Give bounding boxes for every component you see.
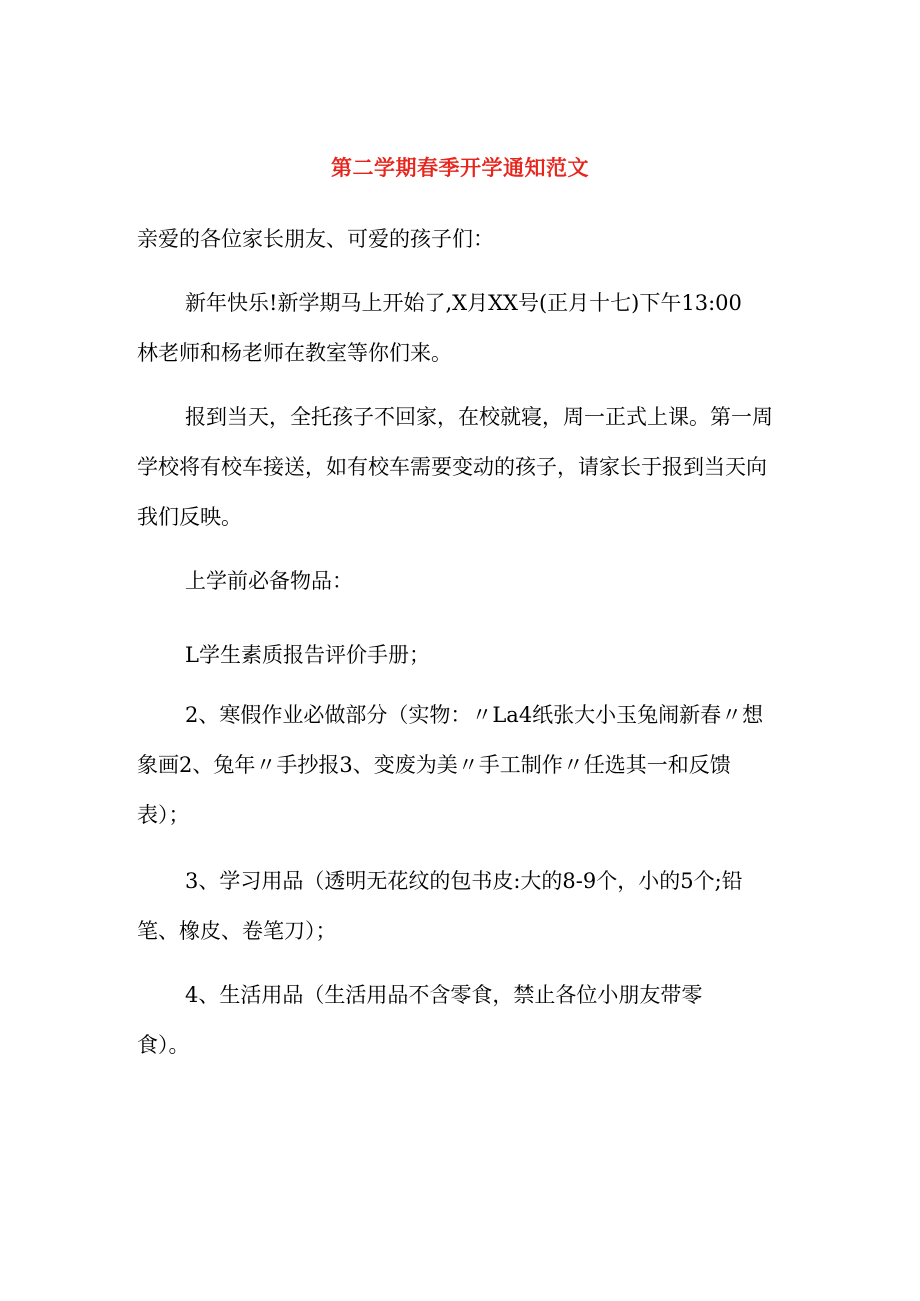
- list-item-2: [137, 690, 833, 840]
- paragraph-line: 报到当天，全托孩子不回家，在校就寝，周一正式上课。第一周: [185, 405, 773, 429]
- paragraph-start-time: [137, 278, 833, 378]
- paragraph-line: 2、寒假作业必做部分（实物：〃La4纸张大小玉兔闹新春〃想: [185, 703, 764, 727]
- paragraph-supplies-heading: [137, 556, 833, 606]
- paragraph-line: 象画2、兔年〃手抄报3、变废为美〃手工制作〃任选其一和反馈: [137, 753, 731, 777]
- paragraph-line: 4、生活用品（生活用品不含零食，禁止各位小朋友带零: [185, 983, 703, 1007]
- paragraph-line: 食）。: [137, 1033, 190, 1057]
- paragraph-line: 笔、橡皮、卷笔刀）；: [137, 919, 337, 943]
- document-title: 第二学期春季开学通知范文: [331, 156, 589, 180]
- greeting-paragraph: 亲爱的各位家长朋友、可爱的孩子们：: [137, 227, 494, 251]
- list-item-4: [137, 970, 833, 1070]
- paragraph-line: 学校将有校车接送，如有校车需要变动的孩子，请家长于报到当天向: [137, 455, 767, 479]
- paragraph-line: 林老师和杨老师在教室等你们来。: [137, 341, 452, 365]
- paragraph-line: 新年快乐!新学期马上开始了,X月XX号(正月十七)下午13:00: [185, 291, 742, 315]
- paragraph-registration: [137, 392, 833, 542]
- paragraph-line: 我们反映。: [137, 505, 242, 529]
- list-item-1: [137, 630, 833, 680]
- paragraph-line: 上学前必备物品：: [185, 569, 353, 593]
- paragraph-line: 表）；: [137, 803, 190, 827]
- paragraph-line: L学生素质报告评价手册；: [185, 643, 430, 667]
- list-item-3: [137, 856, 833, 956]
- paragraph-line: 3、学习用品（透明无花纹的包书皮:大的8-9个，小的5个;铅: [185, 869, 743, 893]
